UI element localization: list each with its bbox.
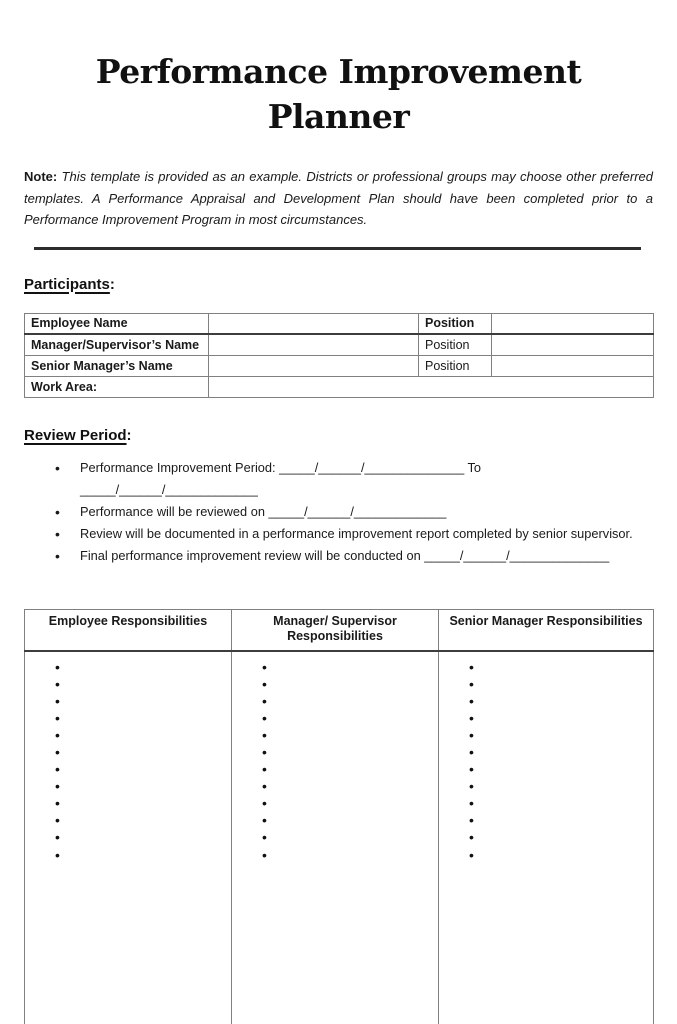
empty-bullet-item: [262, 676, 438, 693]
work-area-value-cell[interactable]: [209, 376, 654, 397]
list-item: • Performance will be reviewed on _____/______/_____________: [55, 501, 653, 523]
list-item: • Review will be documented in a performance improvement report completed by senior supervisor.: [55, 523, 653, 545]
section-divider-line: [34, 247, 641, 250]
empty-bullet-item: [262, 761, 438, 778]
note-paragraph: [24, 166, 653, 231]
participants-heading-text: Participants: [24, 275, 110, 293]
empty-bullet-item: [469, 778, 653, 795]
employee-responsibilities-header: Employee Responsibilities: [25, 609, 232, 651]
empty-bullet-list: [439, 659, 653, 864]
table-row: [25, 355, 654, 376]
empty-bullet-item: [55, 727, 231, 744]
position-label: Position: [419, 334, 492, 355]
review-period-heading-colon: :: [126, 426, 132, 444]
empty-bullet-item: [262, 778, 438, 795]
empty-bullet-item: [469, 693, 653, 710]
empty-bullet-item: [55, 812, 231, 829]
position-value-cell[interactable]: [492, 355, 654, 376]
empty-bullet-item: [262, 727, 438, 744]
table-row: [25, 313, 654, 334]
empty-bullet-item: [469, 744, 653, 761]
empty-bullet-item: [55, 795, 231, 812]
list-item: • Performance Improvement Period: _____/______/______________ To _____/______/_____________: [55, 457, 653, 501]
empty-bullet-list: [25, 659, 231, 864]
empty-bullet-item: [262, 847, 438, 864]
senior-responsibilities-cell[interactable]: [439, 651, 654, 1024]
empty-bullet-item: [262, 812, 438, 829]
senior-manager-name-value-cell[interactable]: [209, 355, 419, 376]
empty-bullet-item: [55, 847, 231, 864]
empty-bullet-item: [262, 829, 438, 846]
position-label: Position: [419, 355, 492, 376]
review-period-heading-text: Review Period: [24, 426, 127, 444]
empty-bullet-item: [262, 693, 438, 710]
employee-name-value-cell[interactable]: [209, 313, 419, 334]
empty-bullet-item: [55, 659, 231, 676]
position-value-cell[interactable]: [492, 313, 654, 334]
participants-table: [24, 313, 654, 398]
empty-bullet-list: [232, 659, 438, 864]
work-area-label: Work Area:: [25, 376, 209, 397]
position-label: Position: [419, 313, 492, 334]
employee-responsibilities-cell[interactable]: [25, 651, 232, 1024]
empty-bullet-item: [55, 778, 231, 795]
senior-responsibilities-header: Senior Manager Responsibilities: [439, 609, 654, 651]
table-row: [25, 651, 654, 1024]
empty-bullet-item: [55, 693, 231, 710]
empty-bullet-item: [469, 812, 653, 829]
senior-manager-name-label: Senior Manager’s Name: [25, 355, 209, 376]
position-value-cell[interactable]: [492, 334, 654, 355]
empty-bullet-item: [469, 676, 653, 693]
manager-name-value-cell[interactable]: [209, 334, 419, 355]
empty-bullet-item: [469, 847, 653, 864]
review-period-heading: [24, 427, 653, 444]
responsibilities-table: [24, 609, 654, 1024]
empty-bullet-item: [469, 727, 653, 744]
participants-heading: [24, 276, 653, 293]
manager-responsibilities-header: Manager/ Supervisor Responsibilities: [232, 609, 439, 651]
empty-bullet-item: [262, 795, 438, 812]
table-row: [25, 334, 654, 355]
empty-bullet-item: [469, 829, 653, 846]
empty-bullet-item: [55, 676, 231, 693]
table-row: [25, 376, 654, 397]
empty-bullet-item: [262, 744, 438, 761]
note-label: Note:: [24, 169, 58, 184]
empty-bullet-item: [469, 795, 653, 812]
participants-heading-colon: :: [109, 275, 115, 293]
list-item: • Final performance improvement review will be conducted on _____/______/______________: [55, 545, 653, 567]
empty-bullet-item: [262, 659, 438, 676]
page-title: Performance Improvement Planner: [95, 52, 582, 136]
empty-bullet-item: [55, 710, 231, 727]
empty-bullet-item: [55, 829, 231, 846]
empty-bullet-item: [469, 761, 653, 778]
review-period-bullet-list: [24, 457, 653, 567]
empty-bullet-item: [262, 710, 438, 727]
table-header-row: [25, 609, 654, 651]
note-text: This template is provided as an example. Districts or professional groups may choose other preferred templates. A Performance Appraisal and Development Plan should have been completed prior to a Performance Improvement Program in most circumstances.: [24, 169, 653, 227]
empty-bullet-item: [55, 744, 231, 761]
empty-bullet-item: [469, 659, 653, 676]
manager-name-label: Manager/Supervisor’s Name: [25, 334, 209, 355]
empty-bullet-item: [469, 710, 653, 727]
employee-name-label: Employee Name: [25, 313, 209, 334]
empty-bullet-item: [55, 761, 231, 778]
manager-responsibilities-cell[interactable]: [232, 651, 439, 1024]
